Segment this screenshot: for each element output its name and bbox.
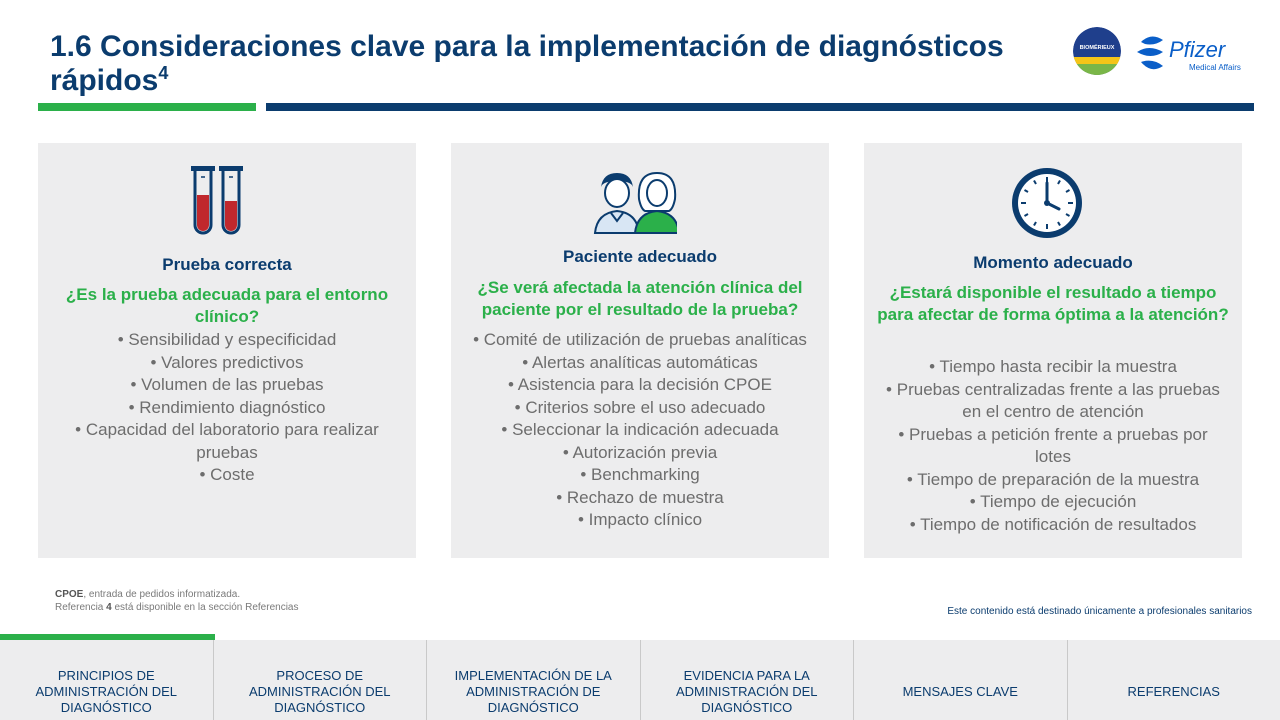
nav-item-proceso[interactable]: PROCESO DE ADMINISTRACIÓN DEL DIAGNÓSTICO [214,640,428,720]
list-item: • Alertas analíticas automáticas [469,352,811,375]
list-item: • Autorización previa [469,442,811,465]
list-item: • Rendimiento diagnóstico [56,397,398,420]
biomerieux-logo [1073,27,1121,75]
biomerieux-logo-text: BIOMÉRIEUX [1079,45,1115,51]
card-prueba-correcta [38,143,416,558]
card-momento-adecuado [864,143,1242,558]
list-item: • Tiempo de preparación de la muestra [882,469,1224,492]
nav-item-evidencia[interactable]: EVIDENCIA PARA LA ADMINISTRACIÓN DEL DIAGNÓSTICO [641,640,855,720]
footnote-ref-number: 4 [106,602,112,613]
card-list [38,329,416,487]
list-item: • Tiempo de notificación de resultados [882,514,1224,537]
footnote-cpoe [55,588,298,601]
disclaimer: Este contenido está destinado únicamente a profesionales sanitarios [947,606,1252,617]
page-title [50,30,1080,98]
list-item: • Impacto clínico [469,509,811,532]
list-item: • Sensibilidad y especificidad [56,329,398,352]
list-item: • Criterios sobre el uso adecuado [469,397,811,420]
pfizer-logo [1135,28,1257,76]
title-reference-superscript: 4 [158,63,169,83]
card-list [864,356,1242,536]
nav-item-mensajes-clave[interactable]: MENSAJES CLAVE [854,640,1068,720]
pfizer-logo-name: Pfizer [1169,37,1226,62]
nav-item-implementacion[interactable]: IMPLEMENTACIÓN DE LA ADMINISTRACIÓN DE DIAGNÓSTICO [427,640,641,720]
footnotes [55,588,298,614]
list-item: • Rechazo de muestra [469,487,811,510]
list-item: • Seleccionar la indicación adecuada [469,419,811,442]
list-item: • Asistencia para la decisión CPOE [469,374,811,397]
footnote-reference [55,601,298,614]
card-heading: Momento adecuado [973,253,1133,272]
test-tubes-icon [188,163,246,242]
footnote-ref-prefix: Referencia [55,602,104,613]
title-underline-green [38,103,256,111]
list-item: • Tiempo de ejecución [882,491,1224,514]
list-item: • Pruebas a petición frente a pruebas por lotes [882,424,1224,469]
card-heading: Prueba correcta [162,255,292,274]
card-list [451,329,829,532]
list-item: • Benchmarking [469,464,811,487]
page-title-text: 1.6 Consideraciones clave para la implementación de diagnósticos rápidos [50,30,1004,97]
card-question: ¿Es la prueba adecuada para el entorno clínico? [65,285,389,326]
nav-item-principios[interactable]: PRINCIPIOS DE ADMINISTRACIÓN DEL DIAGNÓSTICO [0,640,214,720]
list-item: • Comité de utilización de pruebas analíticas [469,329,811,352]
card-question: ¿Se verá afectada la atención clínica del paciente por el resultado de la prueba? [477,278,803,319]
footnote-ref-suffix: está disponible en la sección Referencias [114,602,299,613]
clock-icon [1009,165,1085,246]
list-item: • Valores predictivos [56,352,398,375]
list-item: • Pruebas centralizadas frente a las pruebas en el centro de atención [882,379,1224,424]
list-item: • Tiempo hasta recibir la muestra [882,356,1224,379]
card-paciente-adecuado [451,143,829,558]
nav-item-referencias[interactable]: REFERENCIAS [1127,684,1220,699]
card-question: ¿Estará disponible el resultado a tiempo para afectar de forma óptima a la atención? [877,283,1229,324]
list-item: • Coste [56,464,398,487]
footnote-cpoe-abbr: CPOE [55,589,84,600]
bottom-navigation [0,640,1280,720]
card-heading: Paciente adecuado [562,247,717,266]
list-item: • Volumen de las pruebas [56,374,398,397]
patients-icon [591,169,677,242]
list-item: • Capacidad del laboratorio para realizar pruebas [56,419,398,464]
pfizer-logo-subtitle: Medical Affairs [1189,63,1241,72]
footnote-cpoe-definition: , entrada de pedidos informatizada. [83,589,241,600]
title-underline-blue [266,103,1254,111]
